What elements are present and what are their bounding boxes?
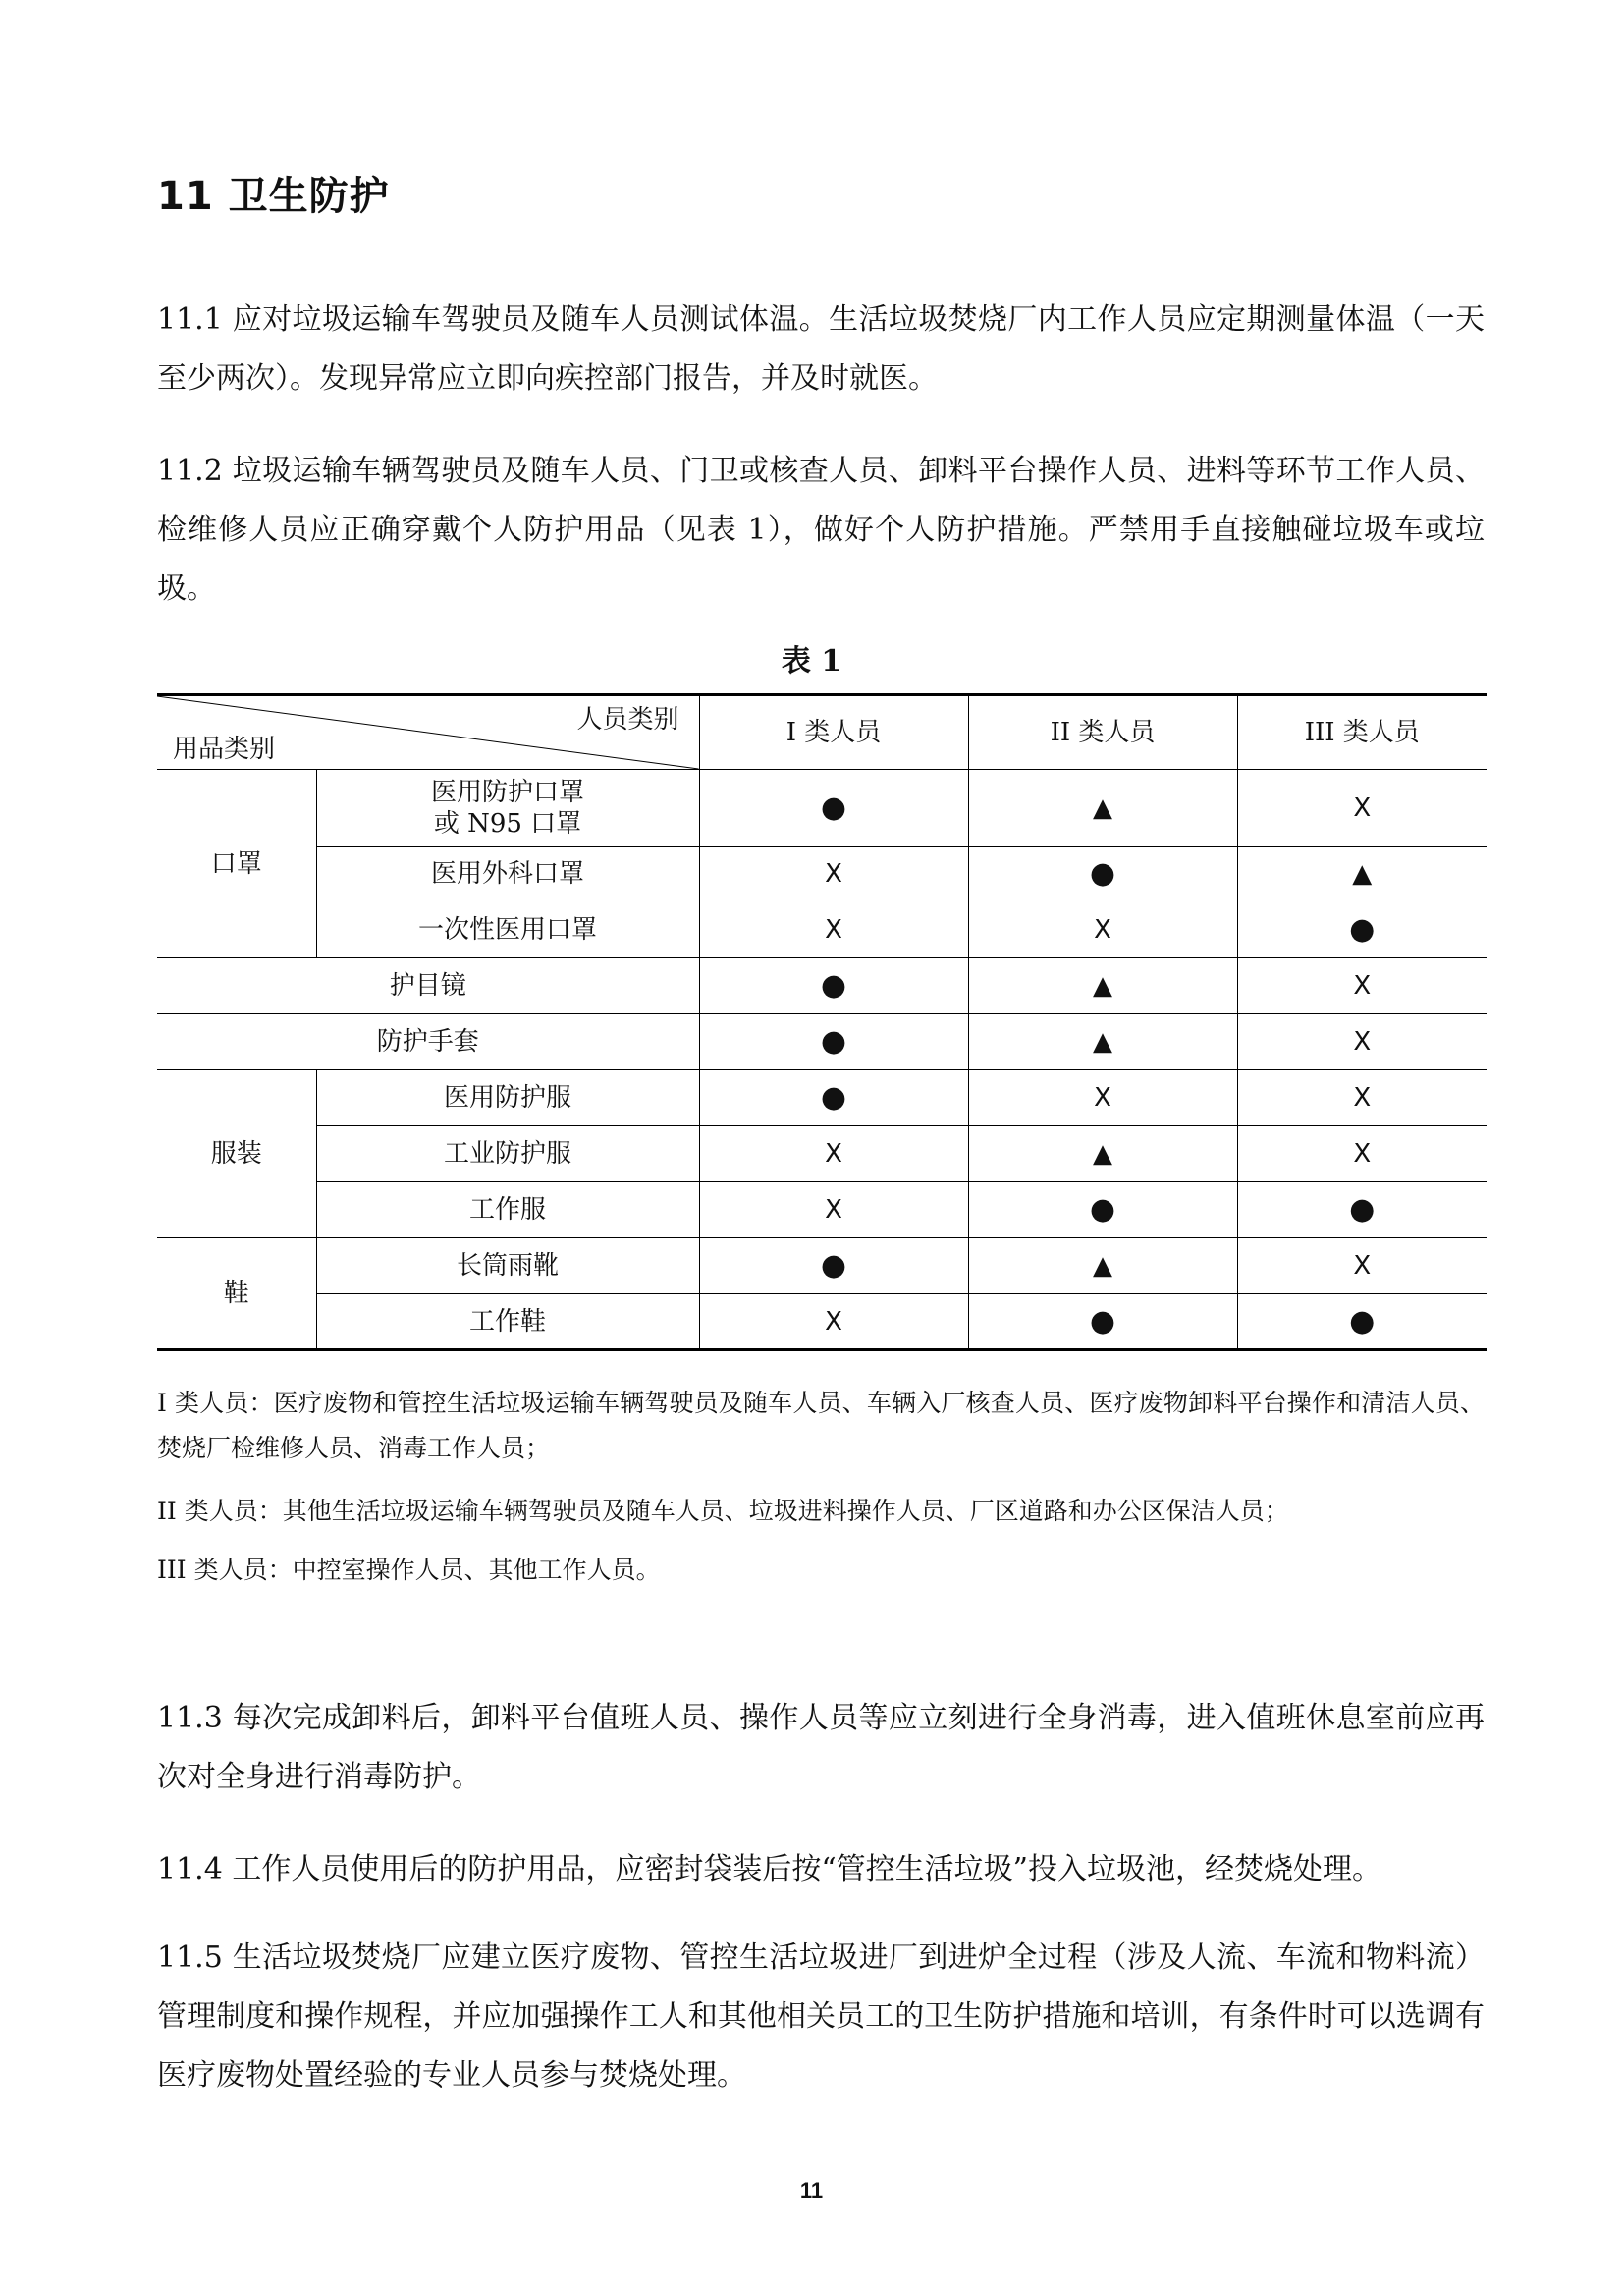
symbol-cell: X [968,902,1237,958]
symbol-cell: X [1237,1070,1487,1126]
table-row [157,1294,1487,1350]
table-row [157,1182,1487,1238]
group-label-mask: 口罩 [157,770,316,958]
group-label-goggles: 护目镜 [157,958,699,1014]
item-label [316,770,699,847]
symbol-cell: X [1237,770,1487,847]
note-class-1: I 类人员：医疗废物和管控生活垃圾运输车辆驾驶员及随车人员、车辆入厂核查人员、医疗废物卸料平台操作和清洁人员、焚烧厂检维修人员、消毒工作人员； [157,1389,1485,1462]
symbol-cell: ● [1237,1182,1487,1238]
symbol-cell: ● [699,958,968,1014]
symbol-cell: ● [699,1070,968,1126]
item-label: 医用外科口罩 [316,847,699,902]
section-heading: 11 卫生防护 [157,174,390,219]
item-label-line: 或 N95 口罩 [433,808,582,839]
paragraph-11-2: 11.2 垃圾运输车辆驾驶员及随车人员、门卫或核查人员、卸料平台操作人员、进料等环节工作人员、检维修人员应正确穿戴个人防护用品（见表 1），做好个人防护措施。严禁用手直接触碰垃圾车或垃圾。 [157,454,1485,606]
item-label-line: 医用防护口罩 [430,777,584,807]
item-label: 医用防护服 [316,1070,699,1126]
symbol-cell: X [1237,958,1487,1014]
paragraph-11-3: 11.3 每次完成卸料后，卸料平台值班人员、操作人员等应立刻进行全身消毒，进入值班休息室前应再次对全身进行消毒防护。 [157,1701,1485,1794]
column-header-class-1: I 类人员 [699,695,968,770]
group-label-gloves: 防护手套 [157,1014,699,1070]
table-row [157,1070,1487,1126]
note-class-2: II 类人员：其他生活垃圾运输车辆驾驶员及随车人员、垃圾进料操作人员、厂区道路和办公区保洁人员； [157,1497,1289,1525]
table-row [157,958,1487,1014]
symbol-cell: X [699,1182,968,1238]
note-class-3: III 类人员：中控室操作人员、其他工作人员。 [157,1556,661,1584]
table-caption: 表 1 [781,644,842,679]
symbol-cell: X [699,847,968,902]
symbol-cell: ▲ [968,1126,1237,1182]
item-label: 一次性医用口罩 [316,902,699,958]
symbol-cell: ● [699,1238,968,1294]
symbol-cell: X [1237,1014,1487,1070]
table-row [157,1126,1487,1182]
corner-label-personnel: 人员类别 [576,705,679,735]
table-corner-cell [157,695,699,770]
symbol-cell: ● [968,1182,1237,1238]
paragraph-11-4: 11.4 工作人员使用后的防护用品，应密封袋装后按“管控生活垃圾”投入垃圾池，经焚烧处理。 [157,1852,1382,1886]
ppe-table [157,693,1487,1351]
symbol-cell: ▲ [1237,847,1487,902]
symbol-cell: X [968,1070,1237,1126]
table-row [157,1238,1487,1294]
symbol-cell: ● [1237,1294,1487,1350]
symbol-cell: X [699,1126,968,1182]
symbol-cell: ● [699,1014,968,1070]
page-number: 11 [799,2178,824,2203]
table-header-row [157,695,1487,770]
paragraph-11-1: 11.1 应对垃圾运输车驾驶员及随车人员测试体温。生活垃圾焚烧厂内工作人员应定期测量体温（一天至少两次）。发现异常应立即向疾控部门报告，并及时就医。 [157,302,1485,396]
paragraph-11-5: 11.5 生活垃圾焚烧厂应建立医疗废物、管控生活垃圾进厂到进炉全过程（涉及人流、车流和物料流）管理制度和操作规程，并应加强操作工人和其他相关员工的卫生防护措施和培训，有条件时可以选调有医疗废物处置经验的专业人员参与焚烧处理。 [157,1941,1485,2093]
symbol-cell: X [1237,1238,1487,1294]
symbol-cell: X [699,902,968,958]
table-row [157,1014,1487,1070]
table-row [157,847,1487,902]
symbol-cell: ▲ [968,958,1237,1014]
symbol-cell: ● [699,770,968,847]
symbol-cell: ▲ [968,770,1237,847]
column-header-class-3: III 类人员 [1237,695,1487,770]
item-label: 长筒雨靴 [316,1238,699,1294]
symbol-cell: ● [1237,902,1487,958]
table-row [157,902,1487,958]
corner-label-item-category: 用品类别 [173,735,276,764]
table-row [157,770,1487,847]
symbol-cell: ● [968,847,1237,902]
item-label: 工业防护服 [316,1126,699,1182]
symbol-cell: ▲ [968,1014,1237,1070]
group-label-clothing: 服装 [157,1070,316,1238]
item-label: 工作鞋 [316,1294,699,1350]
column-header-class-2: II 类人员 [968,695,1237,770]
symbol-cell: ▲ [968,1238,1237,1294]
item-label: 工作服 [316,1182,699,1238]
group-label-shoes: 鞋 [157,1238,316,1350]
symbol-cell: ● [968,1294,1237,1350]
symbol-cell: X [1237,1126,1487,1182]
symbol-cell: X [699,1294,968,1350]
